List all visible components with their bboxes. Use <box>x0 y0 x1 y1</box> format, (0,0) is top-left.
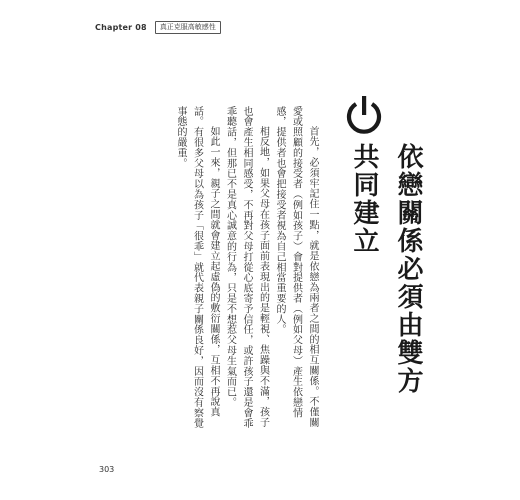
body-text <box>120 106 320 436</box>
page-number: 303 <box>99 465 115 474</box>
paragraph: 首先，必須牢記住一點，就是依戀為兩者之間的相互關係。不僅關愛或照顧的接受者（例如孩子）會對提供者（例如父母）產生依戀情感，提供者也會把接受者視為自己相當重要的人。 <box>274 106 318 428</box>
paragraph: 相反地，如果父母在孩子面前表現出的是輕視、焦躁與不滿，孩子也會產生相同感受，不再對父母打從心底寄予信任，或許孩子還是會乖乖聽話，但那已不是真心誠意的行為，只是不想惹父母生氣而已。 <box>224 106 269 429</box>
running-header <box>95 21 221 34</box>
power-icon <box>341 95 387 135</box>
section-title-block <box>336 95 423 395</box>
section-title: 依戀關係必須由雙方共同建立 <box>349 143 423 395</box>
paragraph: 如此一來，親子之間就會建立起虛偽的敷衍關係，互相不再說真話。有很多父母以為孩子「很乖」就代表親子關係良好，因而沒有察覺事態的嚴重。 <box>175 106 219 429</box>
chapter-label: Chapter 08 <box>95 23 147 32</box>
chapter-title-box: 真正克服高敏感性 <box>155 21 221 34</box>
